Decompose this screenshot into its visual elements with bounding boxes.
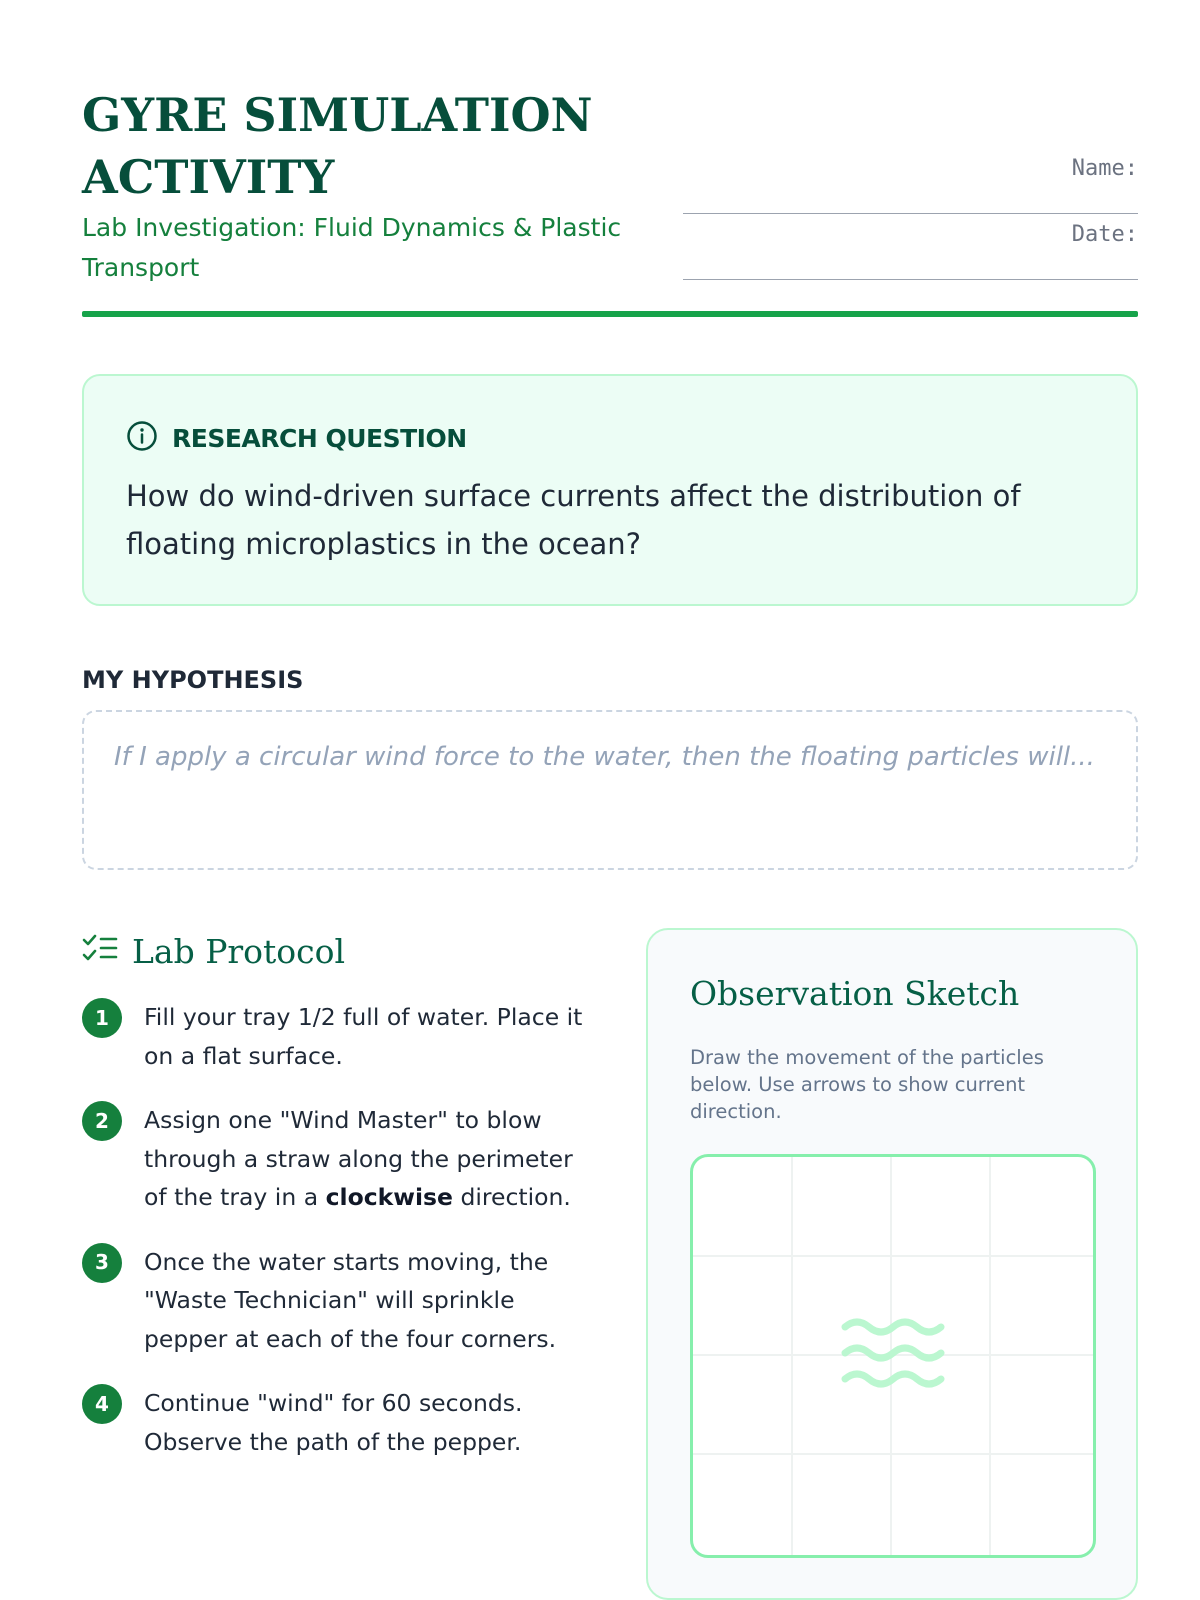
step-number: 2	[82, 1101, 122, 1141]
protocol-step	[82, 1243, 602, 1359]
research-question-text: How do wind-driven surface currents affect the distribution of floating microplastics in the ocean?	[126, 479, 1021, 561]
page-title: GYRE SIMULATION ACTIVITY	[82, 88, 593, 204]
date-field[interactable]	[683, 214, 1138, 280]
step-text: Fill your tray 1/2 full of water. Place it on a flat surface.	[144, 1003, 583, 1070]
step-number: 4	[82, 1384, 122, 1424]
step-text: Continue "wind" for 60 seconds. Observe the path of the pepper.	[144, 1389, 523, 1456]
hypothesis-input[interactable]	[82, 710, 1138, 870]
header-divider	[82, 311, 1138, 317]
observation-sketch-card	[646, 928, 1138, 1600]
page-subtitle: Lab Investigation: Fluid Dynamics & Plastic Transport	[82, 213, 622, 282]
step-text-start: Assign one "Wind Master" to blow through a straw along the perimeter of the tray in a	[144, 1106, 573, 1211]
step-text-end: direction.	[452, 1183, 571, 1211]
hypothesis-placeholder: If I apply a circular wind force to the water, then the floating particles will...	[114, 742, 1095, 772]
hypothesis-label: MY HYPOTHESIS	[82, 666, 304, 694]
research-question-label: RESEARCH QUESTION	[172, 423, 467, 453]
protocol-step	[82, 1384, 602, 1461]
protocol-steps	[82, 998, 602, 1487]
step-text: Once the water starts moving, the "Waste Technician" will sprinkle pepper at each of the four corners.	[144, 1247, 557, 1353]
info-icon	[126, 420, 158, 456]
student-info	[683, 148, 1138, 280]
step-number: 3	[82, 1243, 122, 1283]
lab-protocol	[82, 928, 602, 1456]
protocol-heading	[82, 928, 602, 974]
checklist-icon	[82, 933, 118, 969]
research-question-panel	[82, 374, 1138, 606]
date-label: Date:	[1071, 222, 1138, 247]
protocol-step	[82, 1101, 602, 1217]
research-question-heading	[126, 420, 467, 456]
sketch-title: Observation Sketch	[690, 974, 1020, 1013]
sketch-grid	[693, 1157, 1093, 1555]
waves-icon	[845, 1322, 941, 1384]
protocol-title: Lab Protocol	[132, 931, 346, 971]
step-number: 1	[82, 998, 122, 1038]
protocol-step	[82, 998, 602, 1075]
name-field[interactable]	[683, 148, 1138, 214]
name-label: Name:	[1071, 156, 1138, 181]
sketch-description: Draw the movement of the particles below. Use arrows to show current direction.	[690, 1046, 1044, 1123]
step-text-emphasis: clockwise	[325, 1183, 453, 1211]
worksheet-header	[82, 84, 1138, 288]
sketch-drawing-area[interactable]	[690, 1154, 1096, 1558]
